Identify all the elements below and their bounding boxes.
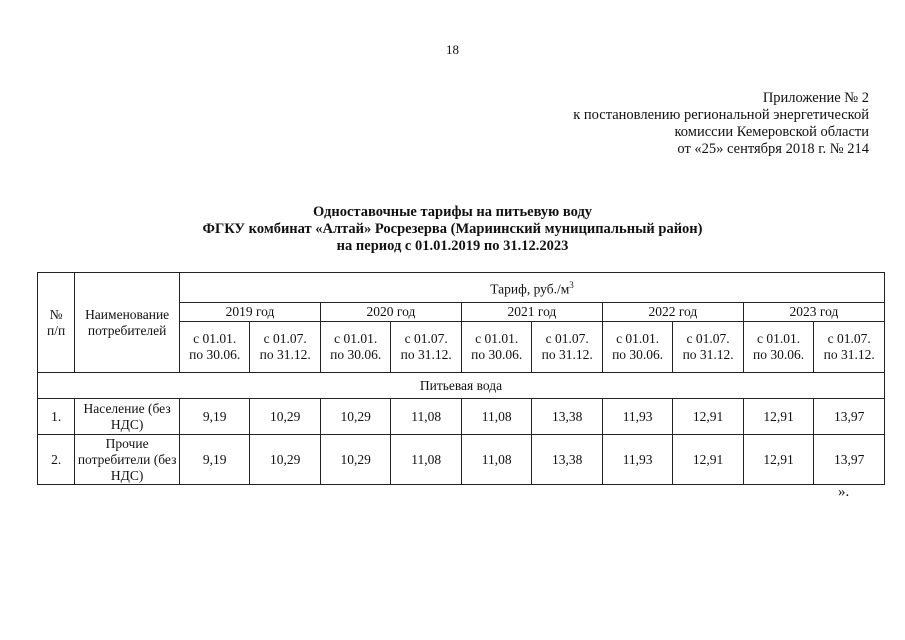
header-tariff [179, 273, 884, 303]
table-row [38, 435, 885, 485]
page-number: 18 [446, 42, 459, 57]
period-line: с 01.07. [545, 331, 589, 346]
header-tariff-label: Тариф, руб./м [490, 281, 570, 297]
tariff-value: 9,19 [179, 399, 249, 435]
header-consumer-name: Наименование потребителей [75, 273, 180, 373]
tariff-table [37, 272, 885, 485]
period-line: по 31.12. [823, 347, 875, 362]
tariff-value: 11,08 [461, 435, 531, 485]
tariff-value: 12,91 [743, 435, 813, 485]
closing-quote: ». [838, 484, 850, 500]
title-line: на период с 01.01.2019 по 31.12.2023 [336, 238, 569, 254]
header-number-line: п/п [47, 322, 66, 338]
tariff-value: 11,93 [602, 435, 672, 485]
tariff-value: 12,91 [673, 435, 743, 485]
header-period-second [814, 322, 885, 373]
period-line: с 01.07. [263, 331, 307, 346]
period-line: по 30.06. [471, 347, 523, 362]
period-line: по 30.06. [189, 347, 241, 362]
period-line: с 01.07. [827, 331, 871, 346]
period-line: по 31.12. [259, 347, 311, 362]
header-period-second [250, 322, 320, 373]
tariff-value: 11,08 [391, 399, 461, 435]
row-consumer-name: Население (без НДС) [75, 399, 180, 435]
period-line: по 31.12. [400, 347, 452, 362]
header-row-tariff [38, 273, 885, 303]
header-year: 2021 год [461, 303, 602, 322]
tariff-value: 11,08 [461, 399, 531, 435]
appendix-date-line: от «25» сентября 2018 г. № 214 [677, 141, 869, 157]
period-line: с 01.01. [757, 331, 801, 346]
appendix-title: Приложение № 2 [762, 90, 869, 106]
header-number [38, 273, 75, 373]
header-year: 2022 год [602, 303, 743, 322]
header-period-second [532, 322, 602, 373]
period-line: с 01.01. [475, 331, 519, 346]
period-line: с 01.07. [686, 331, 730, 346]
tariff-value: 12,91 [673, 399, 743, 435]
header-period-first [743, 322, 813, 373]
header-year: 2020 год [320, 303, 461, 322]
title-line: ФГКУ комбинат «Алтай» Росрезерва (Мариинский муниципальный район) [202, 221, 703, 237]
tariff-value: 10,29 [250, 435, 320, 485]
period-line: с 01.07. [404, 331, 448, 346]
header-period-second [673, 322, 743, 373]
appendix-block [449, 90, 869, 158]
tariff-value: 13,97 [814, 435, 885, 485]
tariff-value: 10,29 [320, 435, 390, 485]
header-period-first [602, 322, 672, 373]
period-line: по 31.12. [682, 347, 734, 362]
header-year: 2019 год [179, 303, 320, 322]
row-consumer-name: Прочие потребители (без НДС) [75, 435, 180, 485]
tariff-value: 11,93 [602, 399, 672, 435]
tariff-value: 11,08 [391, 435, 461, 485]
section-title: Питьевая вода [38, 373, 885, 399]
table-row [38, 399, 885, 435]
header-period-second [391, 322, 461, 373]
tariff-value: 13,97 [814, 399, 885, 435]
header-period-first [320, 322, 390, 373]
header-period-first [461, 322, 531, 373]
row-number: 1. [38, 399, 75, 435]
section-row [38, 373, 885, 399]
header-number-line: № [49, 306, 63, 322]
period-line: по 31.12. [541, 347, 593, 362]
period-line: по 30.06. [612, 347, 664, 362]
period-line: с 01.01. [334, 331, 378, 346]
period-line: по 30.06. [753, 347, 805, 362]
tariff-value: 10,29 [320, 399, 390, 435]
appendix-ref-line: к постановлению региональной энергетической [573, 107, 869, 123]
document-title [0, 204, 905, 255]
row-number: 2. [38, 435, 75, 485]
tariff-value: 9,19 [179, 435, 249, 485]
period-line: по 30.06. [330, 347, 382, 362]
period-line: с 01.01. [616, 331, 660, 346]
header-tariff-unit-sup: 3 [569, 280, 574, 291]
tariff-value: 13,38 [532, 435, 602, 485]
tariff-value: 13,38 [532, 399, 602, 435]
appendix-ref-line: комиссии Кемеровской области [674, 124, 869, 140]
title-line: Одноставочные тарифы на питьевую воду [312, 204, 593, 220]
period-line: с 01.01. [193, 331, 237, 346]
header-year: 2023 год [743, 303, 884, 322]
tariff-value: 12,91 [743, 399, 813, 435]
tariff-value: 10,29 [250, 399, 320, 435]
header-period-first [179, 322, 249, 373]
